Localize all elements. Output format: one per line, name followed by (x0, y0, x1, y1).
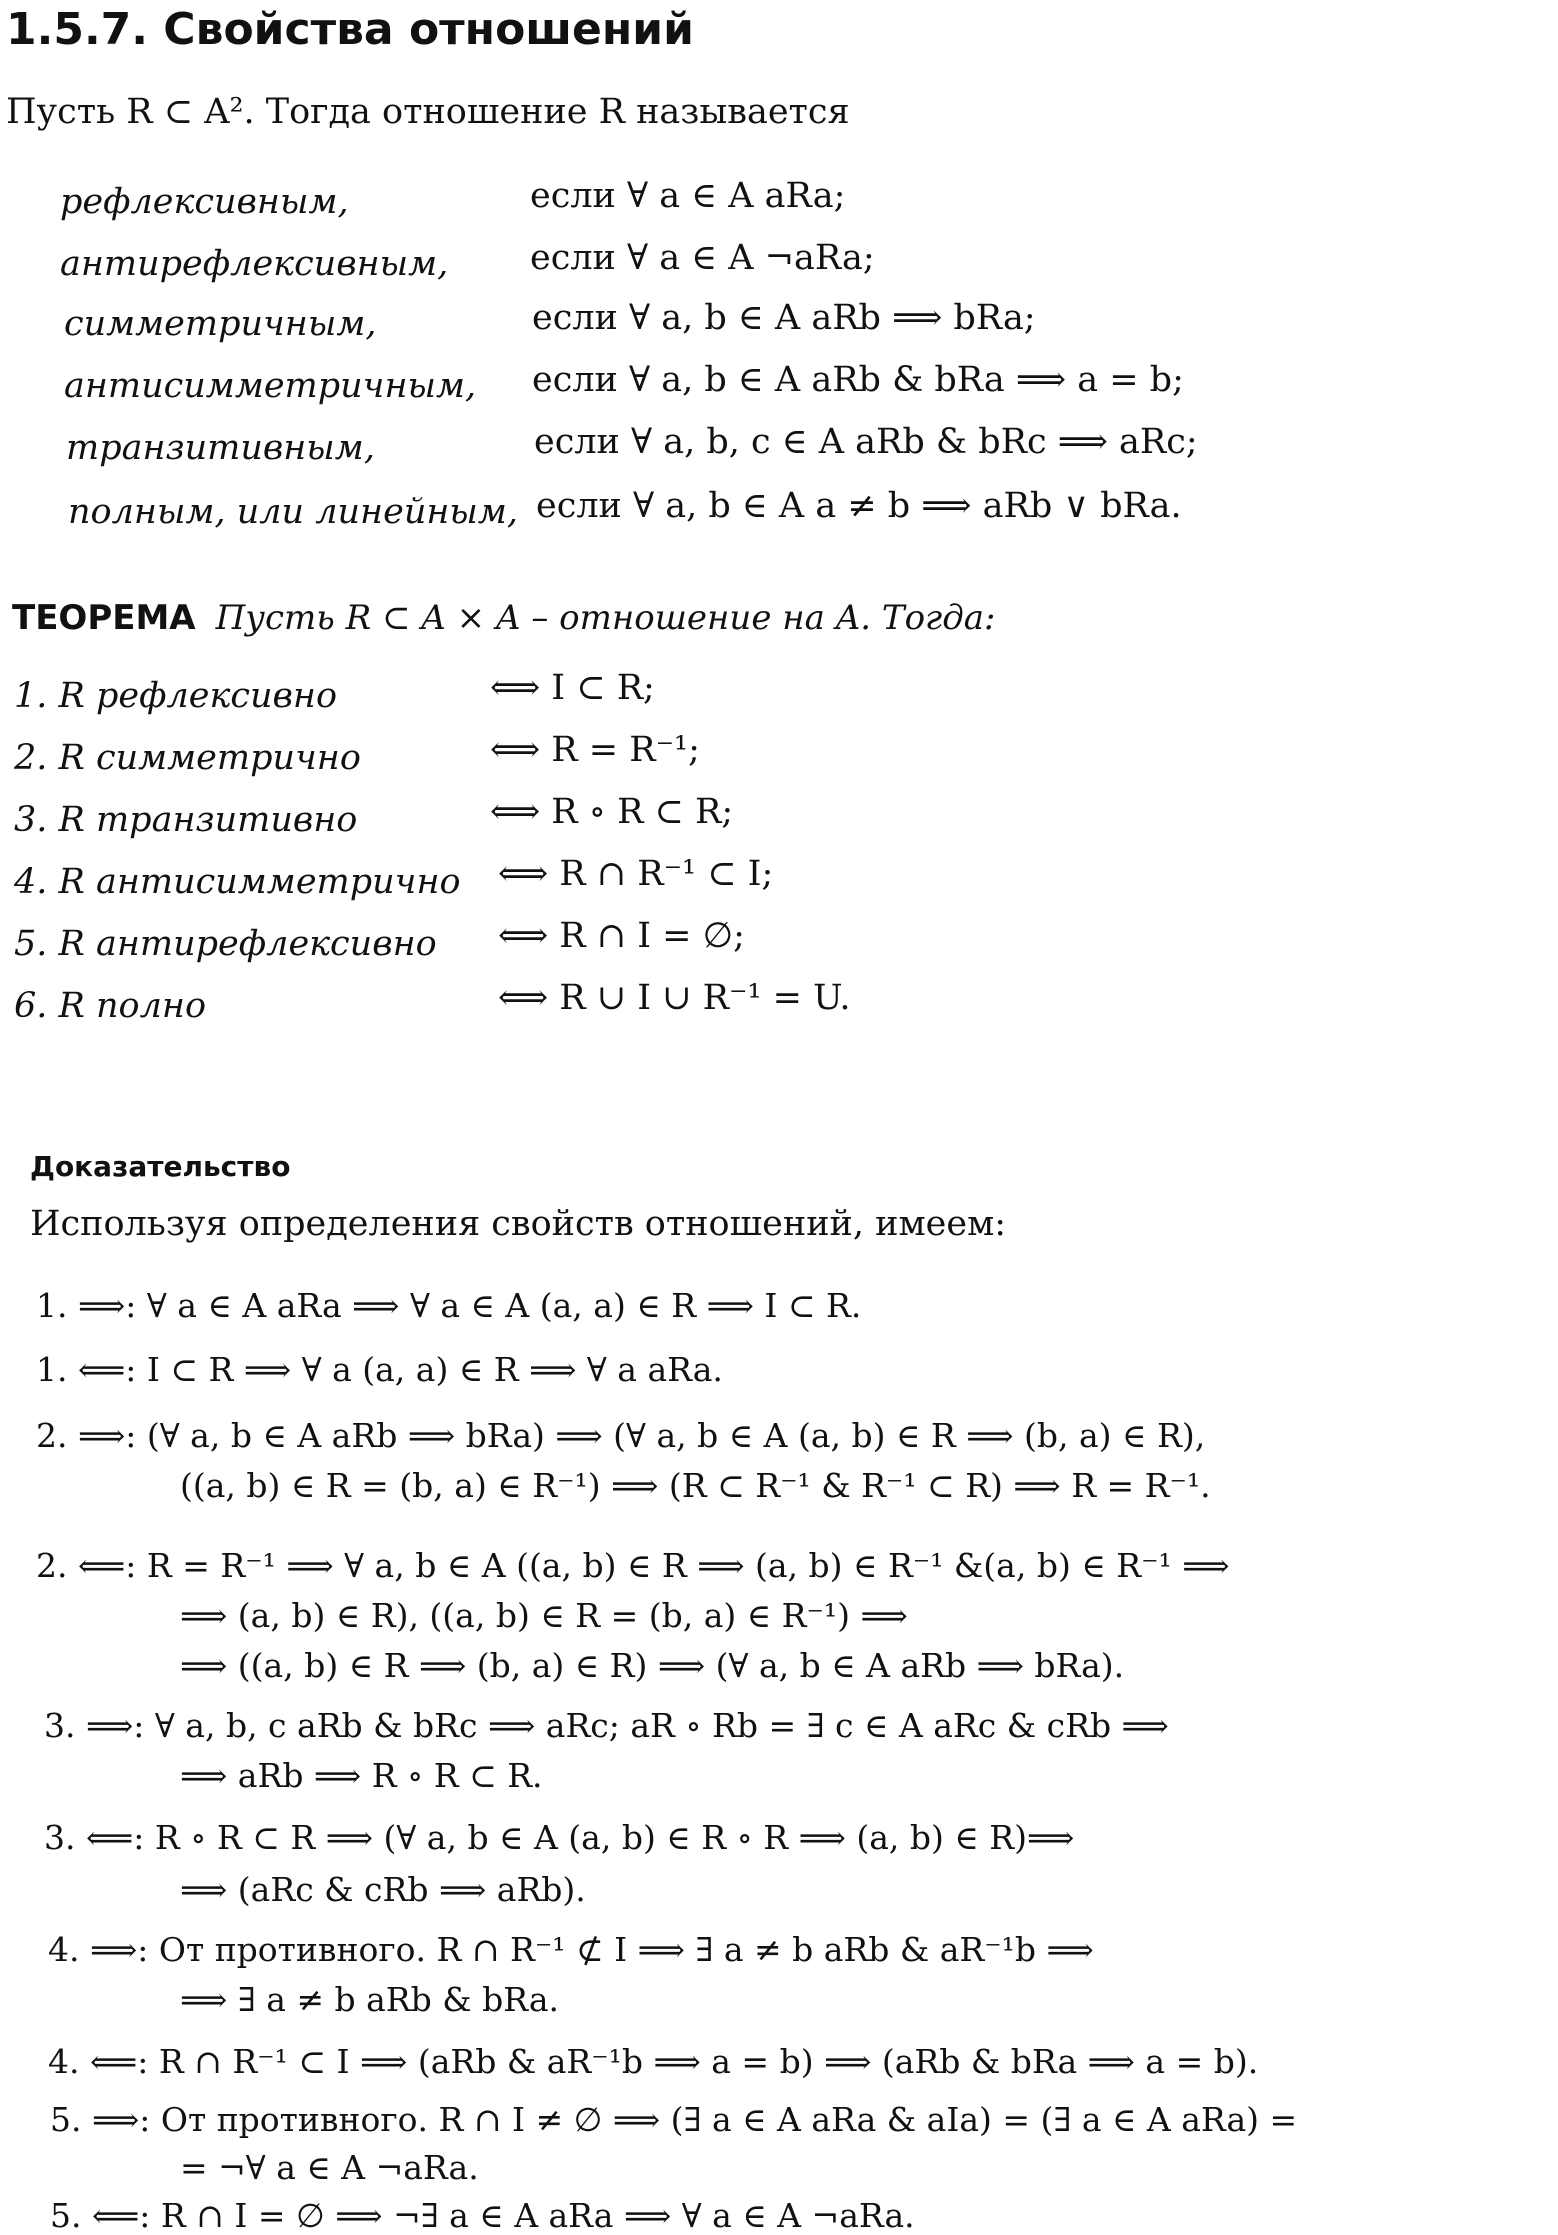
proof-intro: Используя определения свойств отношений, имеем: (30, 1204, 1007, 1244)
definition-term: антирефлексивным, (60, 244, 449, 284)
definition-term: рефлексивным, (60, 182, 349, 222)
proof-line: ((a, b) ∈ R = (b, a) ∈ R⁻¹) ⟹ (R ⊂ R⁻¹ & R⁻¹ ⊂ R) ⟹ R = R⁻¹. (180, 1466, 1211, 1505)
definition-condition: если ∀ a, b ∈ A aRb ⟹ bRa; (532, 298, 1036, 338)
proof-line: 1. ⟸: I ⊂ R ⟹ ∀ a (a, a) ∈ R ⟹ ∀ a aRa. (36, 1350, 723, 1389)
theorem-item-left: 2. R симметрично (14, 738, 361, 778)
proof-line: 5. ⟸: R ∩ I = ∅ ⟹ ¬∃ a ∈ A aRa ⟹ ∀ a ∈ A ¬aRa. (50, 2196, 915, 2235)
proof-line: 2. ⟸: R = R⁻¹ ⟹ ∀ a, b ∈ A ((a, b) ∈ R ⟹ (a, b) ∈ R⁻¹ &(a, b) ∈ R⁻¹ ⟹ (36, 1546, 1230, 1585)
proof-line: 1. ⟹: ∀ a ∈ A aRa ⟹ ∀ a ∈ A (a, a) ∈ R ⟹ I ⊂ R. (36, 1286, 862, 1325)
proof-heading: Доказательство (30, 1150, 291, 1183)
theorem-heading (12, 598, 996, 638)
theorem-item-right: ⟺ R = R⁻¹; (490, 730, 700, 770)
proof-line: ⟹ (a, b) ∈ R), ((a, b) ∈ R = (b, a) ∈ R⁻¹) ⟹ (180, 1596, 908, 1635)
theorem-item-left: 4. R антисимметрично (14, 862, 461, 902)
theorem-statement: Пусть R ⊂ A × A – отношение на A. Тогда: (215, 598, 996, 638)
proof-line: 4. ⟸: R ∩ R⁻¹ ⊂ I ⟹ (aRb & aR⁻¹b ⟹ a = b) ⟹ (aRb & bRa ⟹ a = b). (48, 2042, 1259, 2081)
theorem-item-right: ⟺ R ∩ R⁻¹ ⊂ I; (498, 854, 774, 894)
theorem-item-left: 6. R полно (14, 986, 207, 1026)
definition-term: антисимметричным, (64, 366, 477, 406)
proof-line: ⟹ ((a, b) ∈ R ⟹ (b, a) ∈ R) ⟹ (∀ a, b ∈ A aRb ⟹ bRa). (180, 1646, 1125, 1685)
definition-term: транзитивным, (66, 428, 375, 468)
proof-line: 2. ⟹: (∀ a, b ∈ A aRb ⟹ bRa) ⟹ (∀ a, b ∈ A (a, b) ∈ R ⟹ (b, a) ∈ R), (36, 1416, 1206, 1455)
definition-condition: если ∀ a, b, c ∈ A aRb & bRc ⟹ aRc; (534, 422, 1198, 462)
proof-line: = ¬∀ a ∈ A ¬aRa. (180, 2148, 479, 2187)
proof-line: ⟹ aRb ⟹ R ∘ R ⊂ R. (180, 1756, 543, 1795)
definition-condition: если ∀ a ∈ A ¬aRa; (530, 238, 875, 278)
proof-line: 3. ⟹: ∀ a, b, c aRb & bRc ⟹ aRc; aR ∘ Rb = ∃ c ∈ A aRc & cRb ⟹ (44, 1706, 1169, 1745)
proof-line: 3. ⟸: R ∘ R ⊂ R ⟹ (∀ a, b ∈ A (a, b) ∈ R ∘ R ⟹ (a, b) ∈ R)⟹ (44, 1818, 1075, 1857)
proof-line: 5. ⟹: От противного. R ∩ I ≠ ∅ ⟹ (∃ a ∈ A aRa & aIa) = (∃ a ∈ A aRa) = (50, 2100, 1298, 2139)
theorem-item-right: ⟺ R ∘ R ⊂ R; (490, 792, 734, 832)
intro-text: Пусть R ⊂ A². Тогда отношение R называется (6, 92, 850, 132)
definition-condition: если ∀ a, b ∈ A a ≠ b ⟹ aRb ∨ bRa. (536, 486, 1182, 526)
section-heading: 1.5.7. Свойства отношений (6, 4, 694, 55)
definition-condition: если ∀ a, b ∈ A aRb & bRa ⟹ a = b; (532, 360, 1184, 400)
proof-line: ⟹ ∃ a ≠ b aRb & bRa. (180, 1980, 560, 2019)
proof-line: 4. ⟹: От противного. R ∩ R⁻¹ ⊄ I ⟹ ∃ a ≠ b aRb & aR⁻¹b ⟹ (48, 1930, 1094, 1969)
definition-term: полным, или линейным, (68, 492, 519, 532)
proof-line: ⟹ (aRc & cRb ⟹ aRb). (180, 1870, 586, 1909)
theorem-item-right: ⟺ R ∩ I = ∅; (498, 916, 745, 956)
theorem-item-left: 5. R антирефлексивно (14, 924, 437, 964)
theorem-item-left: 3. R транзитивно (14, 800, 358, 840)
definition-condition: если ∀ a ∈ A aRa; (530, 176, 846, 216)
theorem-item-right: ⟺ I ⊂ R; (490, 668, 655, 708)
theorem-label: ТЕОРЕМА (12, 598, 196, 638)
definition-term: симметричным, (64, 304, 377, 344)
theorem-item-left: 1. R рефлексивно (14, 676, 338, 716)
theorem-item-right: ⟺ R ∪ I ∪ R⁻¹ = U. (498, 978, 851, 1018)
